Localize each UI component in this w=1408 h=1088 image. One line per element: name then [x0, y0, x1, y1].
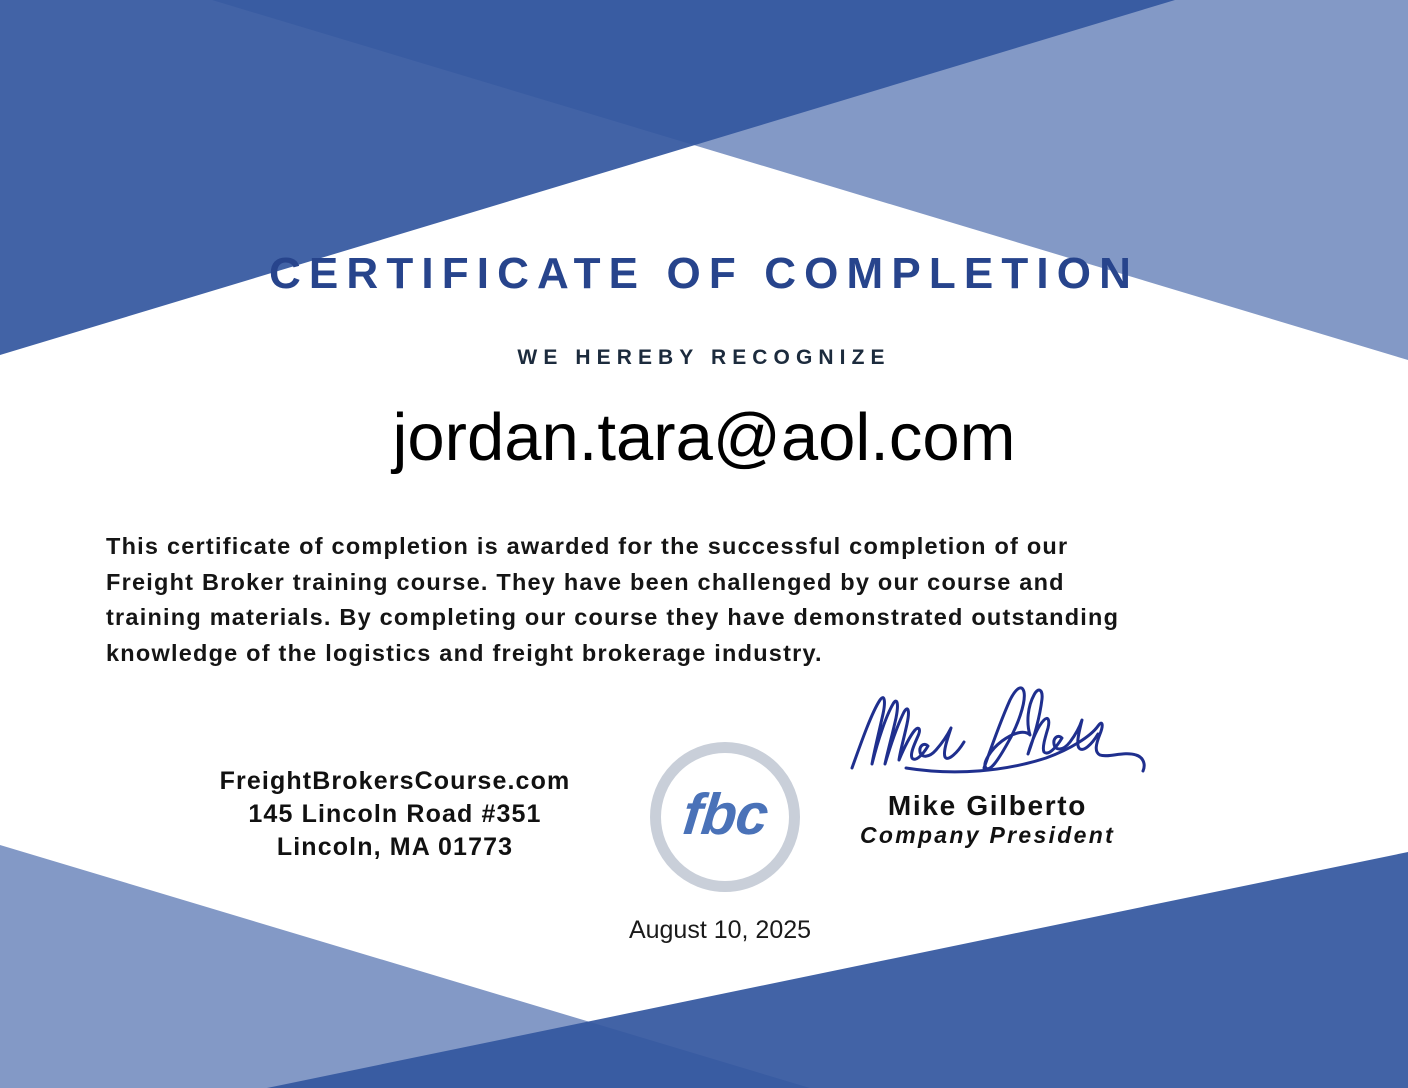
recipient-name: jordan.tara@aol.com — [392, 400, 1016, 475]
certificate-subtitle: WE HEREBY RECOGNIZE — [517, 346, 891, 369]
signer-name: Mike Gilberto — [887, 790, 1088, 821]
fbc-logo-text: fbc — [679, 781, 771, 847]
certificate-title: CERTIFICATE OF COMPLETION — [269, 249, 1139, 298]
organization-name: FreightBrokersCourse.com — [219, 767, 571, 795]
signature-image — [846, 678, 1151, 793]
body-line: training materials. By completing our course they have demonstrated outstanding — [106, 604, 1120, 631]
fbc-logo — [650, 742, 800, 892]
completion-date: August 10, 2025 — [628, 916, 812, 944]
organization-address-line2: Lincoln, MA 01773 — [276, 833, 514, 861]
signer-title: Company President — [859, 822, 1116, 848]
body-line: knowledge of the logistics and freight brokerage industry. — [106, 639, 823, 666]
signature-stroke-underline — [906, 723, 1144, 772]
organization-block — [200, 765, 590, 864]
body-paragraph — [106, 529, 1119, 671]
organization-address-line1: 145 Lincoln Road #351 — [248, 800, 542, 828]
signature-stroke-last-name — [984, 688, 1098, 769]
body-line: Freight Broker training course. They have been challenged by our course and — [106, 568, 1065, 595]
signature-stroke-first-name — [852, 698, 964, 768]
body-line: This certificate of completion is awarded for the successful completion of our — [106, 533, 1069, 559]
